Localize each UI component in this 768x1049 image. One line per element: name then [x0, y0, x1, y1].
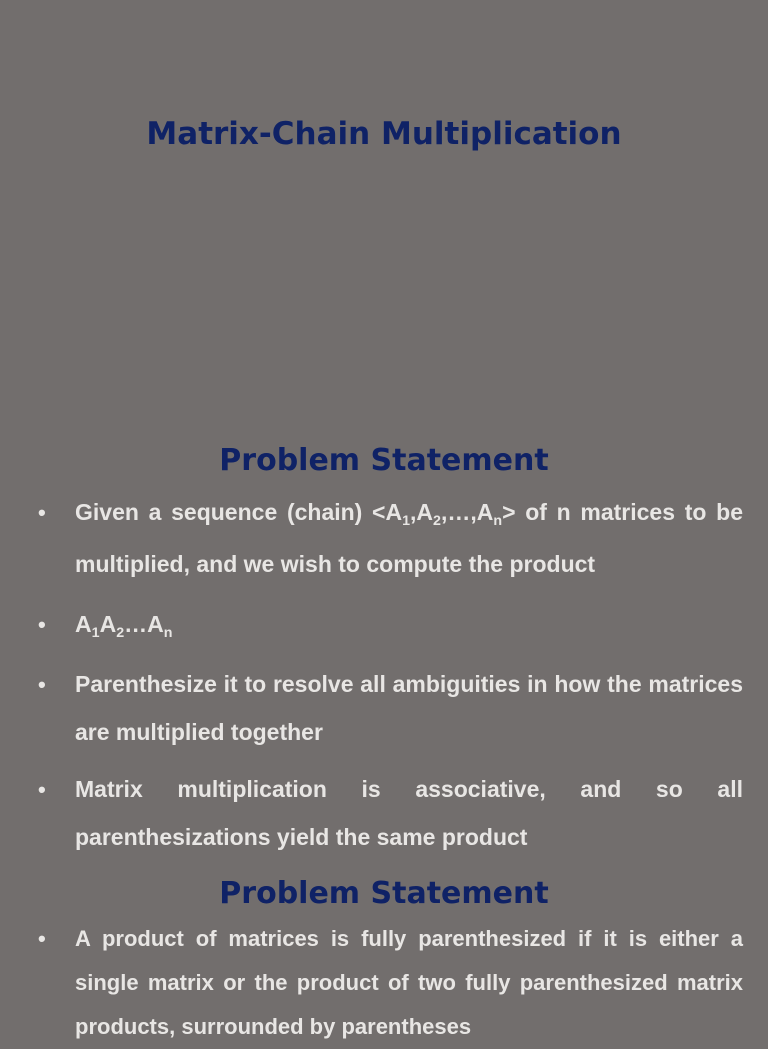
bullet-item-associative: Matrix multiplication is associative, and so all parenthesizations yield the same product: [75, 776, 743, 850]
subscript: n: [163, 624, 173, 641]
subscript: 1: [91, 624, 100, 641]
bullet-dot: •: [38, 926, 46, 951]
bullet-dot: •: [38, 672, 46, 697]
slide-title: Matrix-Chain Multiplication: [146, 116, 622, 152]
subscript: 1: [402, 512, 411, 529]
bullet-item-product: $A_1A_2\dots A_n$: [75, 611, 173, 641]
bullet-dot: •: [38, 500, 46, 525]
bullet-dot: •: [38, 612, 46, 637]
bullet-item-given-sequence: Given a sequence (chain) $<A_1,A_2,\dots,A_n>$ of n matrices to be multiplied, and we wish to compute the product: [75, 499, 743, 577]
section-heading-problem-statement-1: Problem Statement: [219, 443, 549, 478]
section-heading-problem-statement-2: Problem Statement: [219, 876, 549, 911]
subscript: n: [493, 512, 503, 529]
subscript: 2: [433, 512, 441, 529]
bullet-item-parenthesize: Parenthesize it to resolve all ambiguities in how the matrices are multiplied together: [75, 671, 743, 745]
subscript: 2: [116, 624, 125, 641]
bullet-item-fully-parenthesized: A product of matrices is fully parenthesized if it is either a single matrix or the product of two fully parenthesized matrix products, surrounded by parentheses: [75, 926, 743, 1039]
bullet-dot: •: [38, 777, 46, 802]
